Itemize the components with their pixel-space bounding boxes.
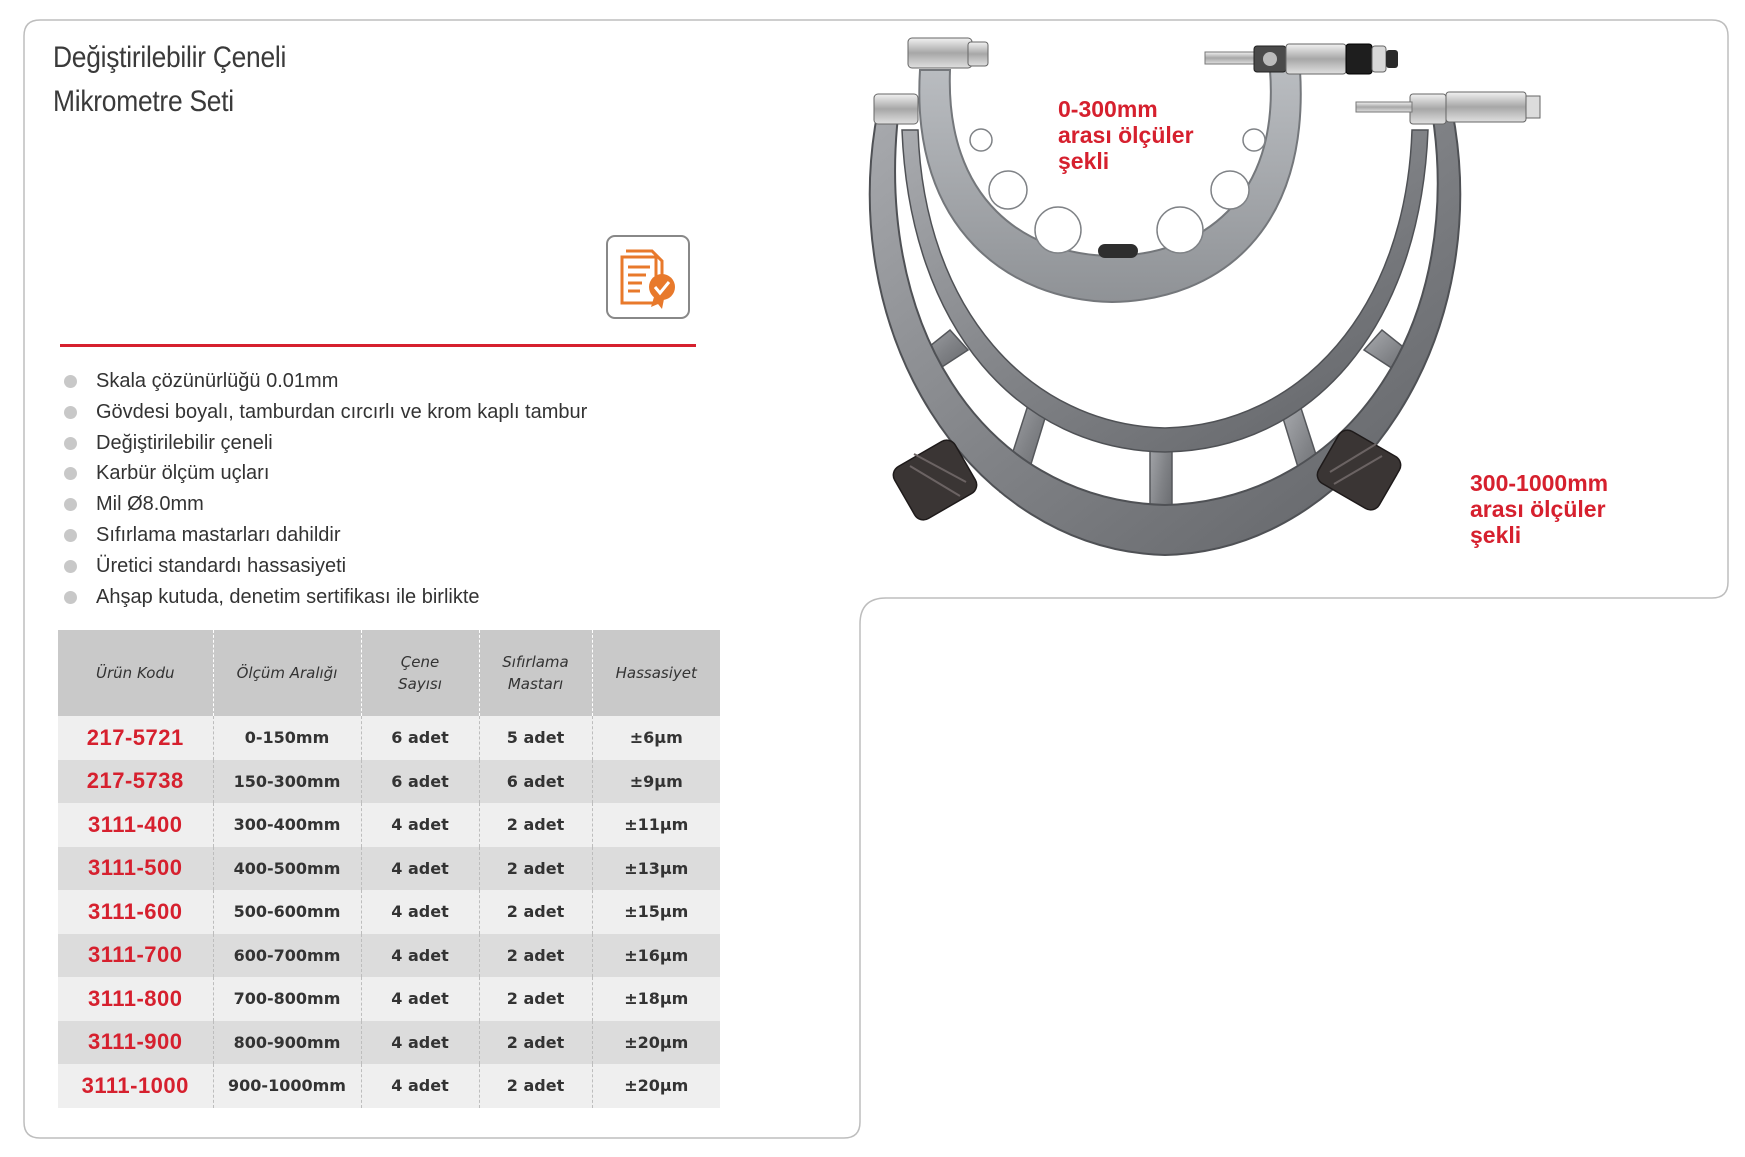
accuracy: ±9µm (592, 760, 720, 804)
header-accuracy: Hassasiyet (592, 630, 720, 716)
table-row (58, 890, 720, 934)
measuring-range: 0-150mm (213, 716, 361, 760)
bullet-icon (64, 406, 77, 419)
accuracy: ±13µm (592, 847, 720, 891)
feature-item: Değiştirilebilir çeneli (62, 428, 587, 459)
product-code: 217-5721 (58, 716, 213, 760)
feature-list (62, 366, 587, 612)
setting-standard-count: 2 adet (479, 977, 592, 1021)
callout-small-range: 0-300mm arası ölçüler şekli (1058, 96, 1194, 174)
bullet-icon (64, 467, 77, 480)
measuring-range: 600-700mm (213, 934, 361, 978)
setting-standard-count: 5 adet (479, 716, 592, 760)
table-row (58, 847, 720, 891)
title-line-2: Mikrometre Seti (53, 85, 234, 118)
feature-item: Skala çözünürlüğü 0.01mm (62, 366, 587, 397)
feature-item: Gövdesi boyalı, tamburdan cırcırlı ve krom kaplı tambur (62, 397, 587, 428)
table-row (58, 716, 720, 760)
accuracy: ±6µm (592, 716, 720, 760)
accuracy: ±15µm (592, 890, 720, 934)
setting-standard-count: 2 adet (479, 890, 592, 934)
jaw-count: 4 adet (361, 803, 479, 847)
feature-item: Mil Ø8.0mm (62, 489, 587, 520)
accuracy: ±18µm (592, 977, 720, 1021)
measuring-range: 800-900mm (213, 1021, 361, 1065)
bullet-icon (64, 498, 77, 511)
measuring-range: 700-800mm (213, 977, 361, 1021)
setting-standard-count: 2 adet (479, 1064, 592, 1108)
bullet-icon (64, 560, 77, 573)
measuring-range: 900-1000mm (213, 1064, 361, 1108)
header-product-code: Ürün Kodu (58, 630, 213, 716)
measuring-range: 150-300mm (213, 760, 361, 804)
measuring-range: 500-600mm (213, 890, 361, 934)
measuring-range: 300-400mm (213, 803, 361, 847)
jaw-count: 4 adet (361, 1021, 479, 1065)
feature-item: Sıfırlama mastarları dahildir (62, 520, 587, 551)
jaw-count: 4 adet (361, 977, 479, 1021)
table-row (58, 977, 720, 1021)
title-line-1: Değiştirilebilir Çeneli (53, 41, 287, 74)
accuracy: ±20µm (592, 1021, 720, 1065)
table-header-row (58, 630, 720, 716)
product-code: 3111-1000 (58, 1064, 213, 1108)
accuracy: ±11µm (592, 803, 720, 847)
setting-standard-count: 6 adet (479, 760, 592, 804)
table-row (58, 760, 720, 804)
product-code: 3111-900 (58, 1021, 213, 1065)
product-code: 3111-800 (58, 977, 213, 1021)
product-code: 3111-400 (58, 803, 213, 847)
jaw-count: 4 adet (361, 890, 479, 934)
bullet-icon (64, 529, 77, 542)
jaw-count: 4 adet (361, 934, 479, 978)
page-title (53, 36, 286, 124)
setting-standard-count: 2 adet (479, 847, 592, 891)
setting-standard-count: 2 adet (479, 803, 592, 847)
table-row (58, 1064, 720, 1108)
table-row (58, 934, 720, 978)
bullet-icon (64, 375, 77, 388)
header-jaw-count: Çene Sayısı (361, 630, 479, 716)
bullet-icon (64, 591, 77, 604)
large-micrometer (870, 92, 1540, 555)
accuracy: ±16µm (592, 934, 720, 978)
bullet-icon (64, 437, 77, 450)
setting-standard-count: 2 adet (479, 934, 592, 978)
certificate-icon (606, 235, 690, 319)
feature-item: Üretici standardı hassasiyeti (62, 551, 587, 582)
product-code: 3111-700 (58, 934, 213, 978)
product-code: 3111-500 (58, 847, 213, 891)
product-code: 217-5738 (58, 760, 213, 804)
jaw-count: 4 adet (361, 1064, 479, 1108)
jaw-count: 6 adet (361, 716, 479, 760)
accuracy: ±20µm (592, 1064, 720, 1108)
feature-item: Karbür ölçüm uçları (62, 458, 587, 489)
measuring-range: 400-500mm (213, 847, 361, 891)
table-row (58, 1021, 720, 1065)
header-setting-standard: Sıfırlama Mastarı (479, 630, 592, 716)
header-measuring-range: Ölçüm Aralığı (213, 630, 361, 716)
feature-item: Ahşap kutuda, denetim sertifikası ile birlikte (62, 582, 587, 613)
product-code: 3111-600 (58, 890, 213, 934)
jaw-count: 4 adet (361, 847, 479, 891)
spec-table (58, 630, 720, 1108)
setting-standard-count: 2 adet (479, 1021, 592, 1065)
table-row (58, 803, 720, 847)
red-divider (60, 344, 696, 347)
callout-large-range: 300-1000mm arası ölçüler şekli (1470, 470, 1609, 548)
jaw-count: 6 adet (361, 760, 479, 804)
